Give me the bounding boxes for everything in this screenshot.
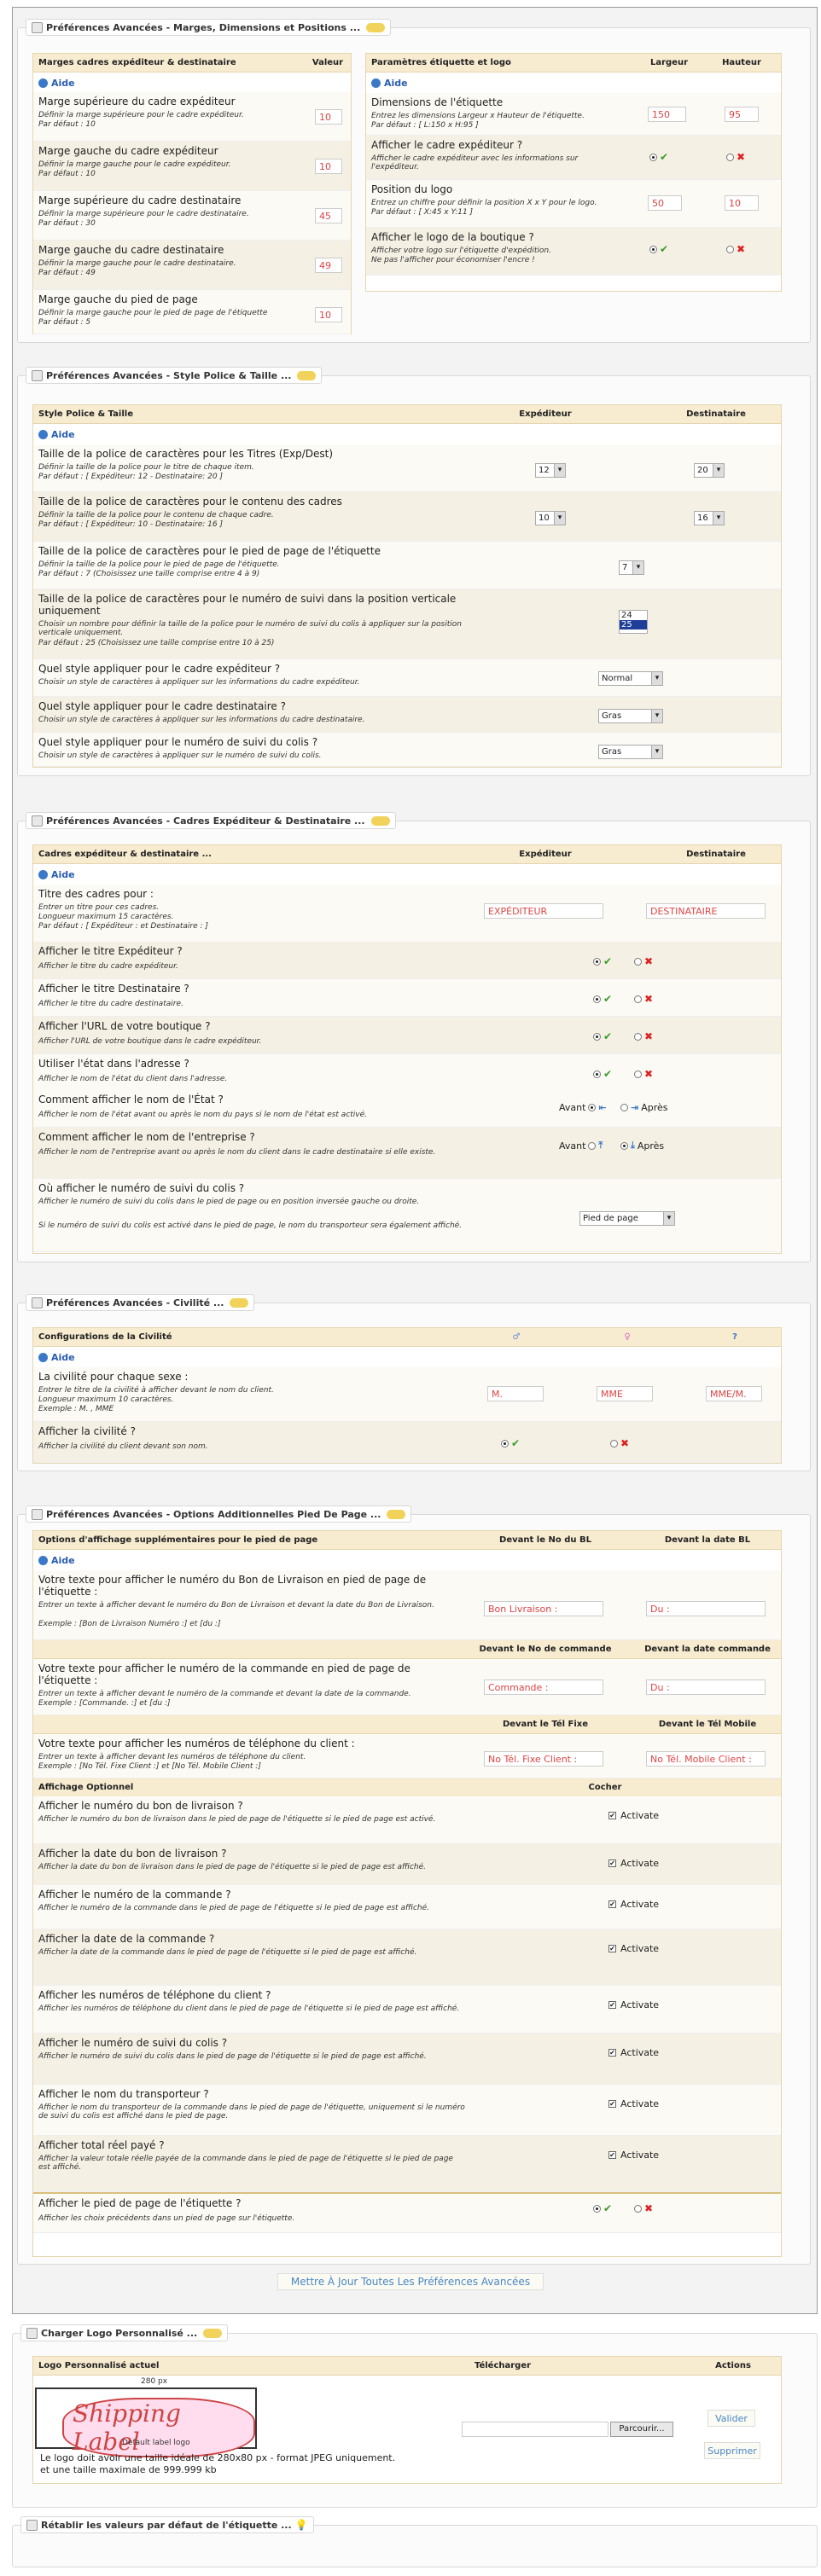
tracking-font-row: Taille de la police de caractères pour le numéro de suivi dans la position verticale uniquement Choisir un nombre pour définir la taille de la police pour le numéro de suivi du colis à appliquer sur la position verticale uniquement. Par défaut : 25 (Choisissez une taille comprise entre 10 à 25) 24 25 — [33, 589, 781, 659]
checkbox[interactable]: ✔ — [609, 2100, 615, 2108]
toggle-label: Utiliser l'état dans l'adresse ? — [38, 1058, 189, 1070]
recipient-content-size-select[interactable]: 16 ▾ — [694, 511, 725, 525]
recipient-title-input[interactable]: DESTINATAIRE — [646, 903, 766, 919]
option-label: Afficher la date du bon de livraison ? — [38, 1848, 227, 1859]
option-label: Afficher le nom du transporteur ? — [38, 2088, 209, 2100]
tracking-size-option-selected[interactable]: 25 — [620, 620, 647, 629]
state-name-row: Comment afficher le nom de l'État ? Afficher le nom de l'état avant ou après le nom du pays si le nom de l'état est activé. Avant ⇤ ⇥ Après — [33, 1090, 781, 1128]
margin-row — [33, 290, 351, 334]
option-desc: Afficher la date de la commande dans le pied de page de l'étiquette si le pied de page est affiché. — [38, 1948, 417, 1957]
activate-label: Activate — [620, 1999, 660, 2010]
frame-toggle-row — [33, 942, 781, 979]
margin-default: Par défaut : 5 — [38, 318, 91, 327]
settings-icon — [32, 22, 43, 33]
radio-no[interactable] — [634, 958, 642, 966]
activate-checkbox[interactable] — [608, 1999, 659, 2010]
section-reset-defaults-title[interactable]: Rétablir les valeurs par défaut de l'étiquette ... 💡 — [20, 2516, 314, 2533]
checkbox[interactable]: ✔ — [609, 2001, 615, 2009]
lightbulb-icon: 💡 — [294, 2519, 308, 2531]
logo-y-input[interactable]: 10 — [725, 195, 759, 211]
toggle-no[interactable] — [634, 955, 653, 967]
radio-after[interactable] — [620, 1104, 628, 1111]
check-icon: ✔ — [660, 243, 669, 255]
cross-icon: ✖ — [644, 2202, 654, 2214]
font-icon — [32, 370, 43, 381]
margin-desc: Définir la marge gauche pour le pied de page de l'étiquette — [38, 309, 268, 317]
phone-text-row: Votre texte pour afficher les numéros de téléphone du client : Entrer un texte à afficher devant les numéros de téléphone du client. Exemple : [No Tél. Fixe Client :] et [No Tél. Mobile Client :] No Tél. Fixe Client : No Tél. Mobile Client : — [33, 1734, 781, 1778]
label-width-input[interactable]: 150 — [648, 107, 686, 122]
radio-no[interactable] — [634, 995, 642, 1003]
file-path-input[interactable] — [462, 2422, 608, 2437]
frame-toggle-row — [33, 1054, 781, 1092]
help-icon — [38, 1353, 48, 1362]
checkbox[interactable]: ✔ — [609, 1900, 615, 1908]
radio-yes[interactable] — [593, 1070, 601, 1078]
tracking-location-row: Où afficher le numéro de suivi du colis ? Afficher le numéro de suivi du colis dans le pied de page ou en position inversée gauche ou droite. Si le numéro de suivi du colis est activé dans le pied de page, le nom du transporteur sera également affiché. Pied de page ▾ — [33, 1179, 781, 1252]
civility-male-input[interactable]: M. — [487, 1386, 544, 1401]
cross-icon: ✖ — [644, 1030, 654, 1042]
frame-icon — [32, 815, 43, 827]
radio-no[interactable] — [610, 1440, 618, 1448]
show-footer-no[interactable] — [634, 2202, 653, 2214]
toggle-desc: Afficher l'URL de votre boutique dans le cadre expéditeur. — [38, 1037, 262, 1046]
recipient-style-row: Quel style appliquer pour le cadre destinataire ? Choisir un style de caractères à appliquer sur les informations du cadre destinataire. Gras ▾ — [33, 697, 781, 733]
civility-header: Configurations de la Civilité ♂ ♀ ? — [33, 1328, 781, 1347]
user-icon — [32, 1297, 43, 1308]
state-after-radio[interactable]: ⇥ Après — [620, 1102, 668, 1113]
activate-checkbox[interactable] — [608, 1899, 659, 1910]
checkbox[interactable]: ✔ — [609, 1812, 615, 1819]
activate-label: Activate — [620, 1810, 660, 1821]
content-font-row: Taille de la police de caractères pour le contenu des cadres Définir la taille de la police pour le contenu de chaque cadre. Par défaut : [ Expéditeur: 10 - Destinataire: 16 ] 10 ▾ 16 ▾ — [33, 492, 781, 542]
sender-style-row: Quel style appliquer pour le cadre expéditeur ? Choisir un style de caractères à appliquer sur les informations du cadre expéditeur. Normal ▾ — [33, 659, 781, 697]
section-font-style-title: Préférences Avancées - Style Police & Taille ... — [26, 367, 322, 384]
phone-subheader: Devant le Tél Fixe Devant le Tél Mobile — [33, 1715, 781, 1734]
margin-label: Marge supérieure du cadre destinataire — [38, 194, 242, 206]
option-desc: Afficher la valeur totale réelle payée de la commande dans le pied de page de l'étiquette si le pied de page est affiché. — [38, 2155, 453, 2172]
show-sender-no[interactable] — [726, 151, 745, 163]
margin-input[interactable]: 10 — [315, 159, 342, 174]
show-logo-row: Afficher le logo de la boutique ? Afficher votre logo sur l'étiquette d'expédition. Ne pas l'afficher pour économiser l'encre ! ✔ ✖ — [366, 228, 781, 276]
radio-no[interactable] — [634, 2205, 642, 2213]
margin-label: Marge gauche du cadre destinataire — [38, 244, 224, 256]
logo-x-input[interactable]: 50 — [648, 195, 682, 211]
state-before-radio[interactable]: Avant ⇤ — [559, 1102, 607, 1113]
show-sender-row: Afficher le cadre expéditeur ? Afficher le cadre expéditeur avec les informations sur l'expéditeur. ✔ ✖ — [366, 136, 781, 180]
cross-icon: ✖ — [737, 151, 746, 163]
tracking-location-select[interactable]: Pied de page ▾ — [579, 1211, 675, 1226]
toggle-yes[interactable] — [593, 1068, 612, 1080]
upload-icon — [26, 2328, 38, 2339]
toggle-no[interactable] — [634, 1030, 653, 1042]
radio-yes[interactable] — [649, 154, 657, 161]
toggle-yes[interactable] — [593, 955, 612, 967]
margin-input[interactable]: 45 — [315, 208, 342, 223]
logo-upload-header: Logo Personnalisé actuel Télécharger Actions — [33, 2357, 781, 2376]
show-logo-no[interactable] — [726, 243, 745, 255]
margin-default: Par défaut : 49 — [38, 269, 96, 277]
tracking-size-option[interactable]: 24 — [621, 611, 632, 620]
sender-title-size-select[interactable]: 12 ▾ — [535, 463, 566, 478]
optional-display-row — [33, 1929, 781, 1986]
frame-title-row: Titre des cadres pour : Entrer un titre pour ces cadres. Longueur maximum 15 caractères. Par défaut : [ Expéditeur : et Destinataire : ] EXPÉDITEUR DESTINATAIRE — [33, 885, 781, 943]
margin-row — [33, 142, 351, 191]
logo-position-row: Position du logo Entrez un chiffre pour définir la position X x Y pour le logo. Par défaut : [ X:45 x Y:11 ] 50 10 — [366, 180, 781, 228]
frames-header: Cadres expéditeur & destinataire ... Expéditeur Destinataire — [33, 845, 781, 864]
tracking-style-row: Quel style appliquer pour le numéro de suivi du colis ? Choisir un style de caractères à appliquer sur le numéro de suivi du colis. Gras ▾ — [33, 733, 781, 767]
tracking-style-select[interactable]: Gras ▾ — [598, 745, 663, 759]
company-after-radio[interactable]: ⤓ Après — [620, 1140, 664, 1152]
update-all-button[interactable]: Mettre À Jour Toutes Les Préférences Avancées — [277, 2273, 544, 2290]
delivery-number-input[interactable]: Bon Livraison : — [484, 1601, 603, 1616]
optional-display-row — [33, 1986, 781, 2034]
show-footer-yes[interactable] — [593, 2202, 612, 2214]
margin-input[interactable]: 10 — [315, 109, 342, 125]
activate-label: Activate — [620, 1943, 660, 1954]
margin-default: Par défaut : 30 — [38, 219, 96, 228]
margin-input[interactable]: 49 — [315, 258, 342, 273]
tag-icon — [297, 371, 316, 380]
sender-style-select[interactable]: Normal ▾ — [598, 671, 663, 686]
civility-neutral-input[interactable]: MME/M. — [706, 1386, 762, 1401]
help-link[interactable]: Aide — [38, 1352, 75, 1363]
optional-display-row — [33, 2085, 781, 2136]
tag-icon — [203, 2329, 222, 2338]
radio-before[interactable] — [588, 1142, 596, 1150]
company-name-row: Comment afficher le nom de l'entreprise ? Afficher le nom de l'entreprise avant ou après le nom du client dans le cadre destinataire si elle existe. Avant ⤒ ⤓ Après — [33, 1128, 781, 1179]
toggle-yes[interactable] — [593, 1030, 612, 1042]
radio-before[interactable] — [588, 1104, 596, 1111]
margin-desc: Définir la marge gauche pour le cadre expéditeur. — [38, 160, 231, 169]
section-footer-options-title: Préférences Avancées - Options Additionnelles Pied De Page ... — [26, 1506, 411, 1523]
current-logo-image: Shipping Label Default label logo — [35, 2387, 257, 2449]
show-footer-row: Afficher le pied de page de l'étiquette ? Afficher les choix précédents dans un pied de page sur l'étiquette. ✔ ✖ — [33, 2192, 781, 2233]
toggle-desc: Afficher le nom de l'état du client dans l'adresse. — [38, 1075, 228, 1083]
margin-row — [33, 191, 351, 241]
option-desc: Afficher les numéros de téléphone du client dans le pied de page de l'étiquette si le pied de page est affiché. — [38, 2005, 460, 2013]
activate-label: Activate — [620, 2150, 660, 2161]
cross-icon: ✖ — [644, 993, 654, 1005]
help-icon — [371, 78, 381, 88]
radio-yes[interactable] — [593, 1033, 601, 1041]
toggle-label: Afficher le titre Destinataire ? — [38, 983, 189, 995]
toggle-label: Afficher le titre Expéditeur ? — [38, 945, 183, 957]
margin-row — [33, 92, 351, 142]
label-params-table — [365, 53, 782, 292]
cross-icon: ✖ — [620, 1437, 630, 1449]
order-number-input[interactable]: Commande : — [484, 1680, 603, 1695]
help-link[interactable]: Aide — [38, 78, 75, 89]
section-civility-title: Préférences Avancées - Civilité ... — [26, 1294, 254, 1311]
order-subheader: Devant le No de commande Devant la date commande — [33, 1640, 781, 1659]
optional-display-row — [33, 2136, 781, 2192]
order-date-input[interactable]: Du : — [646, 1680, 766, 1695]
radio-no[interactable] — [726, 246, 734, 253]
dimension-row: Dimensions de l'étiquette Entrez les dimensions Largeur x Hauteur de l'étiquette. Par défaut : [ L:150 x H:95 ] 150 95 — [366, 93, 781, 136]
activate-label: Activate — [620, 1858, 660, 1869]
optional-display-row — [33, 2034, 781, 2085]
toggle-no[interactable] — [634, 993, 653, 1005]
male-icon: ♂ — [512, 1332, 521, 1342]
radio-yes[interactable] — [649, 246, 657, 253]
civility-title-row: La civilité pour chaque sexe : Entrer le titre de la civilité à afficher devant le nom du client. Longueur maximum 10 caractères. Exemple : M. , MME M. MME MME/M. — [33, 1367, 781, 1422]
arrow-right-icon: ⇥ — [631, 1102, 639, 1113]
radio-yes[interactable] — [501, 1440, 509, 1448]
section-frames-title: Préférences Avancées - Cadres Expéditeur & Destinataire ... — [26, 812, 396, 829]
option-label: Afficher le numéro de la commande ? — [38, 1888, 231, 1900]
checkbox[interactable]: ✔ — [609, 1859, 615, 1867]
margin-label: Marge gauche du pied de page — [38, 293, 198, 305]
margin-desc: Définir la marge supérieure pour le cadre expéditeur. — [38, 111, 244, 119]
tag-icon — [366, 23, 385, 32]
help-link[interactable]: Aide — [38, 429, 75, 440]
recipient-title-size-select[interactable]: 20 ▾ — [694, 463, 725, 478]
help-icon — [38, 870, 48, 879]
options-icon — [32, 1509, 43, 1520]
sender-content-size-select[interactable]: 10 ▾ — [535, 511, 566, 525]
sender-title-input[interactable]: EXPÉDITEUR — [484, 903, 603, 919]
option-desc: Afficher le numéro de suivi du colis dans le pied de page de l'étiquette si le pied de page est affiché. — [38, 2052, 427, 2061]
option-label: Afficher total réel payé ? — [38, 2139, 165, 2151]
phone-mobile-input[interactable]: No Tél. Mobile Client : — [646, 1751, 766, 1767]
margin-desc: Définir la marge gauche pour le cadre destinataire. — [38, 259, 236, 268]
delivery-date-input[interactable]: Du : — [646, 1601, 766, 1616]
help-link[interactable]: Aide — [371, 78, 408, 89]
arrow-left-icon: ⇤ — [598, 1102, 607, 1113]
cross-icon: ✖ — [737, 243, 746, 255]
optional-display-row — [33, 1885, 781, 1929]
margin-default: Par défaut : 10 — [38, 170, 96, 178]
help-icon — [38, 430, 48, 439]
validate-button[interactable]: Valider — [707, 2410, 755, 2427]
tracking-size-list[interactable] — [619, 610, 648, 634]
margin-input[interactable]: 10 — [315, 307, 342, 322]
font-style-header: Style Police & Taille Expéditeur Destinataire — [33, 405, 781, 424]
footer-size-select[interactable]: 7 ▾ — [619, 560, 644, 575]
civility-female-input[interactable]: MME — [597, 1386, 653, 1401]
activate-label: Activate — [620, 2047, 660, 2058]
section-logo-upload-title: Charger Logo Personnalisé ... — [20, 2324, 228, 2341]
radio-no[interactable] — [726, 154, 734, 161]
tag-icon — [387, 1510, 405, 1519]
margin-row — [33, 241, 351, 290]
frame-toggle-row — [33, 979, 781, 1017]
check-icon: ✔ — [660, 151, 669, 163]
female-icon: ♀ — [624, 1332, 631, 1342]
check-icon: ✔ — [511, 1437, 521, 1449]
show-sender-yes[interactable] — [649, 151, 668, 163]
check-icon: ✔ — [603, 2202, 613, 2214]
cross-icon: ✖ — [644, 955, 654, 967]
logo-text: Shipping Label — [62, 2398, 255, 2457]
option-label: Afficher le numéro de suivi du colis ? — [38, 2037, 228, 2049]
optional-display-row — [33, 1844, 781, 1885]
section-margins-title: Préférences Avancées - Marges, Dimensions et Positions ... — [26, 19, 391, 36]
radio-yes[interactable] — [593, 958, 601, 966]
radio-no[interactable] — [634, 1033, 642, 1041]
show-civility-no[interactable] — [610, 1437, 629, 1449]
logo-upload-table: Logo Personnalisé actuel Télécharger Actions 280 px Shipping Label Default label logo Parcourir... Valider Supprimer Le logo doit avoir une taille idéale de 280x80 px - format JPEG uniquement. et une taille maximale de 999.999 kb — [32, 2356, 782, 2484]
activate-checkbox[interactable] — [608, 1810, 659, 1821]
show-civility-row: Afficher la civilité ? Afficher la civilité du client devant son nom. ✔ ✖ — [33, 1422, 781, 1463]
activate-label: Activate — [620, 2098, 660, 2109]
optional-display-row — [33, 1796, 781, 1844]
option-desc: Afficher le numéro du bon de livraison dans le pied de page de l'étiquette si le pied de page est activé. — [38, 1815, 436, 1824]
option-desc: Afficher le nom du transporteur de la commande dans le pied de page de l'étiquette, uniquement si le numéro de suivi du colis est affiché dans le pied de page. — [38, 2103, 465, 2121]
option-desc: Afficher la date du bon de livraison dans le pied de page de l'étiquette si le pied de page est affiché. — [38, 1863, 427, 1871]
option-desc: Afficher le numéro de la commande dans le pied de page de l'étiquette si le pied de page est affiché. — [38, 1904, 430, 1912]
tag-icon — [230, 1298, 248, 1308]
activate-label: Activate — [620, 1899, 660, 1910]
checkbox[interactable]: ✔ — [609, 2151, 615, 2159]
optional-display-header: Affichage Optionnel Cocher — [33, 1778, 781, 1797]
label-params-header: Paramètres étiquette et logo Largeur Hauteur — [366, 54, 781, 73]
order-text-row: Votre texte pour afficher le numéro de la commande en pied de page de l'étiquette : Entrer un texte à afficher devant le numéro de la commande et devant la date de la commande. Exemple : [Commande. :] et [du :] Commande : Du : — [33, 1659, 781, 1715]
option-label: Afficher la date de la commande ? — [38, 1933, 215, 1945]
help-icon — [38, 1556, 48, 1565]
radio-after[interactable] — [620, 1142, 628, 1150]
activate-checkbox[interactable] — [608, 1858, 659, 1869]
margin-label: Marge gauche du cadre expéditeur — [38, 145, 218, 157]
margin-label: Marge supérieure du cadre expéditeur — [38, 96, 236, 107]
recipient-style-select[interactable]: Gras ▾ — [598, 709, 663, 723]
toggle-desc: Afficher le titre du cadre expéditeur. — [38, 962, 178, 971]
delete-button[interactable]: Supprimer — [704, 2442, 760, 2459]
footer-options-header: Options d'affichage supplémentaires pour le pied de page Devant le No du BL Devant la date BL — [33, 1531, 781, 1550]
phone-fixed-input[interactable]: No Tél. Fixe Client : — [484, 1751, 603, 1767]
margins-header: Marges cadres expéditeur & destinataire Valeur — [33, 54, 351, 73]
font-style-table — [32, 404, 782, 768]
show-logo-yes[interactable] — [649, 243, 668, 255]
frame-toggle-row — [33, 1017, 781, 1054]
margin-desc: Définir la marge supérieure pour le cadre destinataire. — [38, 210, 249, 218]
checkbox[interactable]: ✔ — [609, 2049, 615, 2057]
activate-checkbox[interactable] — [608, 2150, 659, 2161]
cross-icon: ✖ — [644, 1068, 654, 1080]
radio-no[interactable] — [634, 1070, 642, 1078]
footer-font-row: Taille de la police de caractères pour le pied de page de l'étiquette Définir la taille de la police pour le pied de page de l'étiquette. Par défaut : 7 (Choisissez une taille comprise entre 4 à 9) 7 ▾ — [33, 542, 781, 589]
activate-checkbox[interactable] — [608, 2098, 659, 2109]
show-civility-yes[interactable] — [501, 1437, 520, 1449]
browse-button[interactable]: Parcourir... — [610, 2422, 673, 2437]
activate-checkbox[interactable] — [608, 1943, 659, 1954]
unknown-icon: ? — [732, 1332, 737, 1342]
option-label: Afficher les numéros de téléphone du client ? — [38, 1989, 271, 2001]
check-icon: ✔ — [603, 993, 613, 1005]
arrow-up-icon: ⤒ — [598, 1140, 603, 1151]
check-icon: ✔ — [603, 1068, 613, 1080]
help-link[interactable]: Aide — [38, 869, 75, 880]
delivery-text-row: Votre texte pour afficher le numéro du Bon de Livraison en pied de page de l'étiquette : Entrer un texte à afficher devant le numéro du Bon de Livraison et devant la date du Bon de Livraison. Exemple : [Bon de Livraison Numéro :] et [du :] Bon Livraison : Du : — [33, 1570, 781, 1640]
toggle-no[interactable] — [634, 1068, 653, 1080]
help-link[interactable]: Aide — [38, 1555, 75, 1566]
activate-checkbox[interactable] — [608, 2047, 659, 2058]
toggle-yes[interactable] — [593, 993, 612, 1005]
company-before-radio[interactable]: Avant ⤒ — [559, 1140, 603, 1152]
tag-icon — [371, 816, 390, 826]
margin-default: Par défaut : 10 — [38, 120, 96, 129]
check-icon: ✔ — [603, 955, 613, 967]
help-icon — [38, 78, 48, 88]
title-font-row: Taille de la police de caractères pour les Titres (Exp/Dest) Définir la taille de la police pour le titre de chaque item. Par défaut : [ Expéditeur: 12 - Destinataire: 20 ] 12 ▾ 20 ▾ — [33, 444, 781, 492]
toggle-desc: Afficher le titre du cadre destinataire. — [38, 1000, 183, 1008]
check-icon: ✔ — [603, 1030, 613, 1042]
checkbox[interactable]: ✔ — [609, 1945, 615, 1952]
reset-icon — [26, 2520, 38, 2531]
option-label: Afficher le numéro du bon de livraison ? — [38, 1800, 243, 1812]
civility-table — [32, 1327, 782, 1464]
label-height-input[interactable]: 95 — [725, 107, 759, 122]
radio-yes[interactable] — [593, 2205, 601, 2213]
toggle-label: Afficher l'URL de votre boutique ? — [38, 1020, 211, 1032]
radio-yes[interactable] — [593, 995, 601, 1003]
arrow-down-icon: ⤓ — [631, 1140, 635, 1151]
